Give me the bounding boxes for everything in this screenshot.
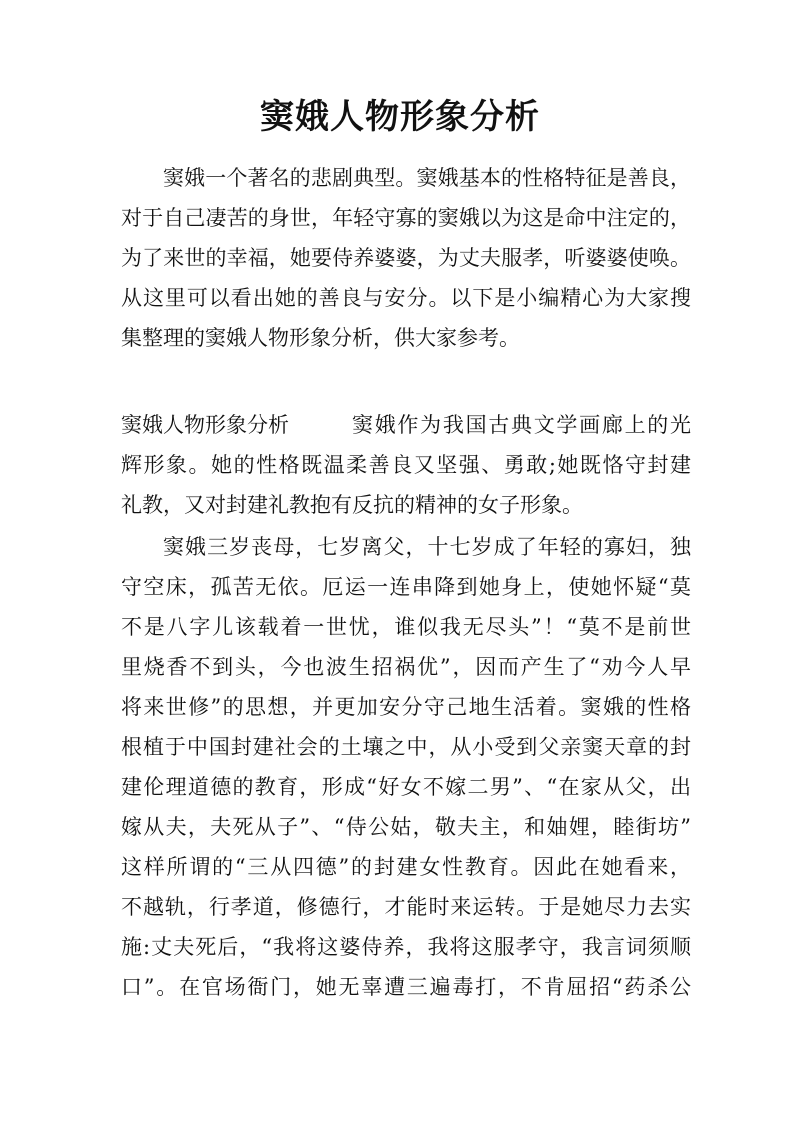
body-line: 根植于中国封建社会的土壤之中，从小受到父亲窦天章的封: [121, 735, 691, 759]
section-lead-text: 窦娥作为我国古典文学画廊上的光: [352, 413, 691, 437]
document-title: 窦娥人物形象分析: [260, 97, 540, 137]
intro-line: 窦娥一个著名的悲剧典型。窦娥基本的性格特征是善良，: [163, 166, 691, 190]
body-line: 嫁从夫，夫死从子”、“侍公姑，敬夫主，和妯娌，睦街坊”: [121, 815, 691, 839]
intro-line: 对于自己凄苦的身世，年轻守寡的窦娥以为这是命中注定的，: [121, 206, 691, 230]
body-line: 施:丈夫死后，“我将这婆侍养，我将这服孝守，我言词须顺: [121, 935, 691, 959]
body-line: 建伦理道德的教育，形成“好女不嫁二男”、“在家从父，出: [121, 775, 691, 799]
body-line: 里烧香不到头，今也波生招祸优”，因而产生了“劝今人早: [121, 655, 691, 679]
body-line: 这样所谓的“三从四德”的封建女性教育。因此在她看来，: [121, 855, 691, 879]
body-line: 窦娥三岁丧母，七岁离父，十七岁成了年轻的寡妇，独: [163, 535, 691, 559]
body-line: 不越轨，行孝道，修德行，才能时来运转。于是她尽力去实: [121, 895, 691, 919]
section-heading-row: [121, 405, 691, 445]
intro-line: 集整理的窦娥人物形象分析，供大家参考。: [121, 326, 520, 350]
body-line: 守空床，孤苦无依。厄运一连串降到她身上，使她怀疑“莫: [121, 575, 691, 599]
body-line: 将来世修”的思想，并更加安分守己地生活着。窦娥的性格: [121, 695, 691, 719]
body-line: 不是八字儿该载着一世忧，谁似我无尽头”！“莫不是前世: [121, 615, 691, 639]
intro-line: 从这里可以看出她的善良与安分。以下是小编精心为大家搜: [121, 286, 691, 310]
body-line: 口”。在官场衙门，她无辜遭三遍毒打，不肯屈招“药杀公: [121, 975, 691, 999]
intro-line: 为了来世的幸福，她要侍养婆婆，为丈夫服孝，听婆婆使唤。: [121, 246, 691, 270]
section-line: 礼教，又对封建礼教抱有反抗的精神的女子形象。: [121, 493, 583, 517]
section-heading: 窦娥人物形象分析: [121, 413, 289, 437]
section-line: 辉形象。她的性格既温柔善良又坚强、勇敢;她既恪守封建: [121, 453, 691, 477]
